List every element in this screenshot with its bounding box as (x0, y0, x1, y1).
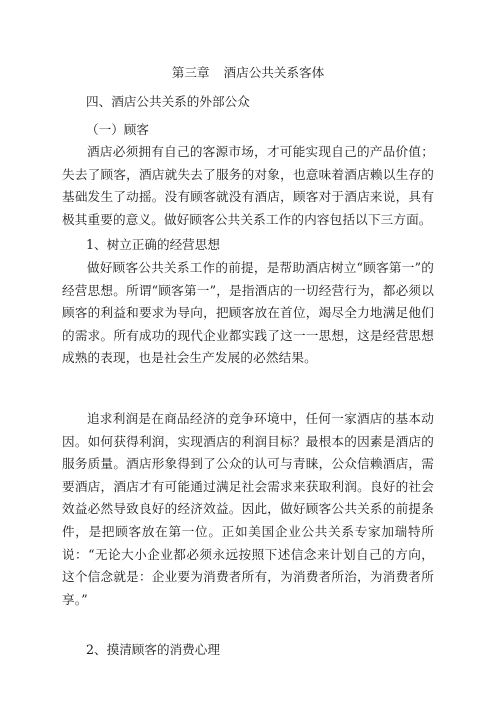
intro-paragraph: 酒店必须拥有自己的客源市场，才可能实现自己的产品价值；失去了顾客，酒店就失去了服务的对象，也意味着酒店赖以生存的基础发生了动摇。没有顾客就没有酒店，顾客对于酒店来说，具有极其重要的意义。做好顾客公共关系工作的内容包括以下三方面。 (62, 144, 434, 227)
point1-paragraph1-block (62, 257, 434, 370)
section-heading: 四、酒店公共关系的外部公众 (86, 94, 250, 109)
point1-paragraph2: 追求利润是在商品经济的竞争环境中，任何一家酒店的基本动因。如何获得利润，实现酒店的利润目标？最根本的因素是酒店的服务质量。酒店形象得到了公众的认可与青睐，公众信赖酒店，需要酒店，酒店才有可能通过满足社会需求来获取利润。良好的社会效益必然导致良好的经济效益。因此，做好顾客公共关系的前提条件，是把顾客放在第一位。正如美国企业公共关系专家加瑞特所说：“无论大小企业都必须永远按照下述信念来计划自己的方向，这个信念就是：企业要为消费者所有，为消费者所治，为消费者所享。” (62, 411, 434, 607)
chapter-title (0, 62, 496, 84)
point1-heading: 1、树立正确的经营思想 (86, 237, 220, 252)
point2-heading: 2、摸清顾客的消费心理 (86, 642, 220, 657)
point1-paragraph2-block (62, 408, 434, 611)
point1-paragraph1: 做好顾客公共关系工作的前提，是帮助酒店树立“顾客第一”的经营思想。所谓“顾客第一”，是指酒店的一切经营行为，都必须以顾客的利益和要求为导向，把顾客放在首位，竭尽全力地满足他们的需求。所有成功的现代企业都实践了这一一思想，这是经营思想成熟的表现，也是社会生产发展的必然结果。 (62, 260, 434, 366)
chapter-name: 酒店公共关系客体 (223, 65, 325, 80)
intro-paragraph-block (62, 141, 434, 231)
subsection-heading: （一）顾客 (86, 122, 149, 137)
chapter-number: 第三章 (171, 65, 210, 80)
